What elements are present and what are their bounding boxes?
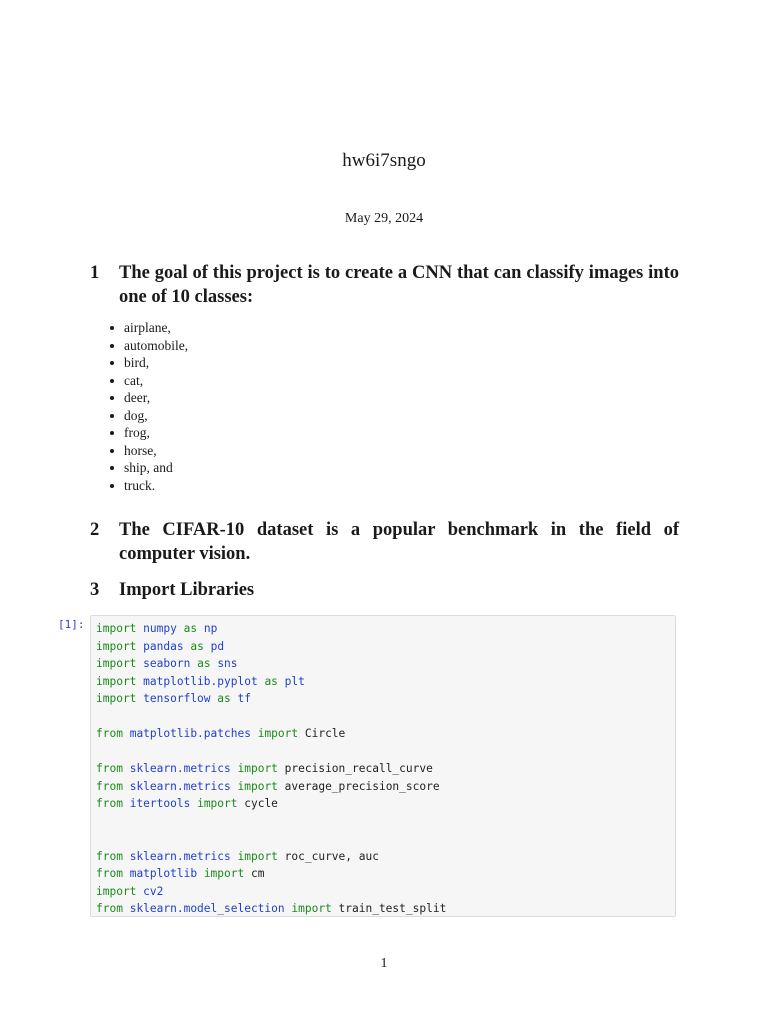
bullet-icon <box>110 431 114 435</box>
code-line <box>96 708 675 726</box>
code-block <box>91 616 675 917</box>
code-token: import <box>96 622 137 635</box>
list-item <box>108 407 188 425</box>
list-item-label: airplane, <box>124 320 171 335</box>
bullet-icon <box>110 396 114 400</box>
code-cell[interactable] <box>90 615 676 917</box>
code-token: import <box>237 762 278 775</box>
code-token: numpy <box>143 622 177 635</box>
code-token: cycle <box>237 797 278 810</box>
bullet-icon <box>110 484 114 488</box>
code-token: import <box>291 902 332 915</box>
code-token: tensorflow <box>143 692 211 705</box>
code-token: from <box>96 727 123 740</box>
code-token: from <box>96 849 123 863</box>
list-item-label: automobile, <box>124 337 189 353</box>
code-token: as <box>217 692 231 705</box>
list-item <box>108 477 188 495</box>
code-token: itertools <box>129 797 191 810</box>
code-token: as <box>190 639 204 653</box>
code-token: sklearn.model_selection <box>129 902 285 915</box>
list-item <box>108 354 188 372</box>
list-item <box>108 459 188 477</box>
document-title: hw6i7sngo <box>342 150 426 171</box>
code-line <box>96 760 675 778</box>
code-token: Circle <box>298 727 346 740</box>
code-token: cv2 <box>143 884 164 898</box>
code-token: sns <box>217 657 238 670</box>
code-line <box>96 673 675 691</box>
code-token <box>197 622 204 635</box>
section-title: The goal of this project is to create a CNN that can classify images into one of 10 classes: <box>119 263 679 307</box>
code-token <box>231 850 238 863</box>
code-token: import <box>96 692 137 705</box>
class-list <box>108 319 188 494</box>
code-token <box>123 780 130 793</box>
code-line <box>96 638 675 656</box>
section-number: 2 <box>90 520 100 540</box>
code-token: seaborn <box>143 657 191 670</box>
bullet-icon <box>110 361 114 365</box>
code-token: matplotlib <box>129 867 198 880</box>
code-token: import <box>257 727 299 740</box>
code-token: import <box>237 849 278 863</box>
code-token <box>231 692 238 705</box>
list-item <box>108 424 188 442</box>
code-token: from <box>96 762 123 775</box>
code-token: train_test_split <box>331 902 447 915</box>
list-item <box>108 337 188 355</box>
code-token: import <box>237 779 278 793</box>
code-token <box>231 780 238 793</box>
code-token <box>197 867 204 880</box>
code-line <box>96 883 675 901</box>
cell-prompt: [1]: <box>58 618 85 631</box>
code-token <box>231 762 238 775</box>
list-item <box>108 389 188 407</box>
code-token: import <box>96 884 137 898</box>
code-token: from <box>96 902 123 915</box>
code-line <box>96 655 675 673</box>
bullet-icon <box>110 449 114 453</box>
list-item-label: ship, and <box>124 460 173 475</box>
code-token: precision_recall_curve <box>277 762 433 775</box>
section-number: 1 <box>90 263 100 283</box>
code-line <box>96 900 675 917</box>
code-token: as <box>197 657 211 670</box>
code-token: from <box>96 779 123 793</box>
list-item-label: horse, <box>124 442 157 458</box>
code-token <box>123 727 130 740</box>
code-line <box>96 848 675 866</box>
code-token <box>278 675 285 688</box>
list-item-label: truck. <box>124 477 156 493</box>
list-item-label: bird, <box>124 355 150 370</box>
list-item-label: cat, <box>124 372 144 388</box>
code-token: as <box>264 674 278 688</box>
code-token: pandas <box>143 639 184 653</box>
code-token <box>123 797 130 810</box>
page-number: 1 <box>380 956 388 971</box>
code-token: roc_curve, auc <box>277 849 379 863</box>
code-token <box>123 762 130 775</box>
code-token: sklearn.metrics <box>129 849 231 863</box>
code-token <box>251 727 258 740</box>
code-token: import <box>96 657 137 670</box>
list-item <box>108 442 188 460</box>
code-line <box>96 813 675 831</box>
bullet-icon <box>110 379 114 383</box>
code-token: matplotlib.patches <box>129 727 251 740</box>
code-token: import <box>96 639 137 653</box>
code-token: cm <box>244 867 265 880</box>
code-token: import <box>203 867 245 880</box>
code-line <box>96 690 675 708</box>
code-token <box>204 640 211 653</box>
bullet-icon <box>110 326 114 330</box>
code-token: plt <box>284 674 305 688</box>
list-item-label: dog, <box>124 407 148 423</box>
code-token <box>123 850 130 863</box>
list-item-label: frog, <box>124 425 150 440</box>
code-token: as <box>183 622 198 635</box>
code-token: import <box>96 674 137 688</box>
bullet-icon <box>110 414 114 418</box>
code-token: average_precision_score <box>277 779 440 793</box>
code-token <box>123 867 130 880</box>
code-line <box>96 795 675 813</box>
code-token <box>123 902 130 915</box>
code-token: sklearn.metrics <box>129 779 231 793</box>
list-item <box>108 319 188 337</box>
code-line <box>96 620 675 638</box>
code-line <box>96 830 675 848</box>
code-token: from <box>96 867 123 880</box>
code-token: pd <box>210 639 225 653</box>
section-title: The CIFAR-10 dataset is a popular benchmark in the field of computer vision. <box>119 520 679 564</box>
code-line <box>96 778 675 796</box>
code-token: matplotlib.pyplot <box>143 674 258 688</box>
list-item <box>108 372 188 390</box>
code-token: sklearn.metrics <box>129 762 231 775</box>
code-token <box>177 622 184 635</box>
document-date: May 29, 2024 <box>344 211 424 226</box>
code-token: from <box>96 797 123 810</box>
list-item-label: deer, <box>124 390 151 405</box>
section-title: Import Libraries <box>119 580 255 600</box>
code-line <box>96 865 675 883</box>
section-number: 3 <box>90 580 100 600</box>
code-line <box>96 725 675 743</box>
bullet-icon <box>110 344 114 348</box>
code-token: np <box>203 622 218 635</box>
code-token: tf <box>237 692 251 705</box>
code-token: import <box>197 797 238 810</box>
bullet-icon <box>110 466 114 470</box>
code-line <box>96 743 675 761</box>
